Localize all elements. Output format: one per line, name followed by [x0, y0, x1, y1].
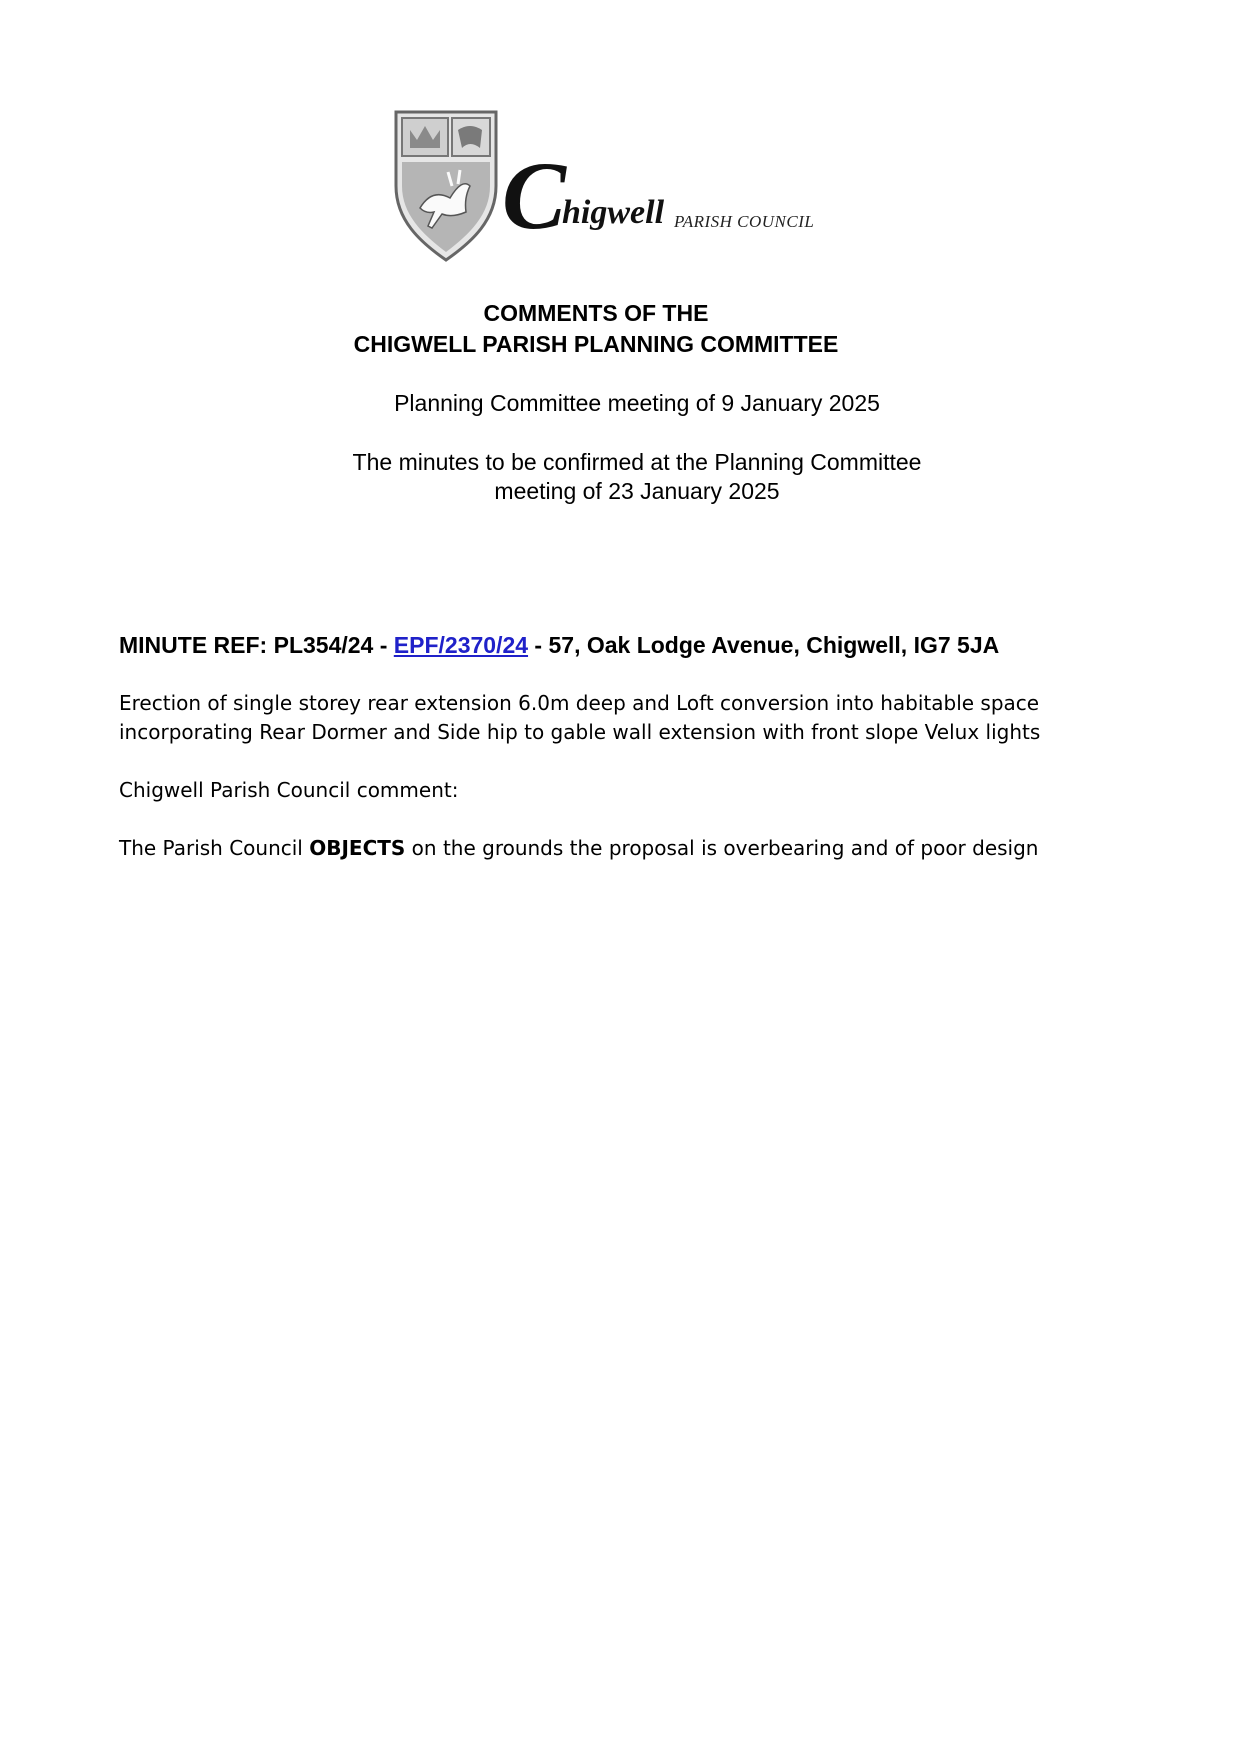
minute-ref-label: MINUTE REF: PL354/24 -: [119, 632, 394, 658]
comment-label: Chigwell Parish Council comment:: [119, 778, 459, 802]
logo-initial: C: [502, 142, 567, 249]
description-line-1: Erection of single storey rear extension 6.0m deep and Loft conversion into habitable space: [119, 691, 1040, 715]
meeting-date: Planning Committee meeting of 9 January 2025: [394, 390, 880, 416]
minute-reference: [119, 630, 999, 660]
heading-line-1: COMMENTS OF THE: [483, 300, 709, 326]
logo-subtitle: PARISH COUNCIL: [674, 212, 815, 231]
application-description: [119, 689, 1119, 747]
decision-word: OBJECTS: [309, 836, 406, 860]
minutes-line-1: The minutes to be confirmed at the Planning Committee: [352, 449, 922, 475]
minutes-confirmation: [17, 448, 1240, 506]
description-line-2: incorporating Rear Dormer and Side hip to gable wall extension with front slope Velux lights: [119, 720, 1041, 744]
heading-line-2: CHIGWELL PARISH PLANNING COMMITTEE: [353, 331, 839, 357]
decision-statement: [119, 834, 1119, 863]
decision-prefix: The Parish Council: [119, 836, 310, 860]
decision-suffix: on the grounds the proposal is overbearing and of poor design: [405, 836, 1039, 860]
minutes-line-2: meeting of 23 January 2025: [494, 478, 780, 504]
logo-name: higwell: [562, 194, 665, 231]
parish-crest-icon: [392, 108, 502, 263]
application-link[interactable]: EPF/2370/24: [393, 632, 529, 658]
minute-address: - 57, Oak Lodge Avenue, Chigwell, IG7 5JA: [528, 632, 1000, 658]
council-logo: [392, 108, 872, 263]
